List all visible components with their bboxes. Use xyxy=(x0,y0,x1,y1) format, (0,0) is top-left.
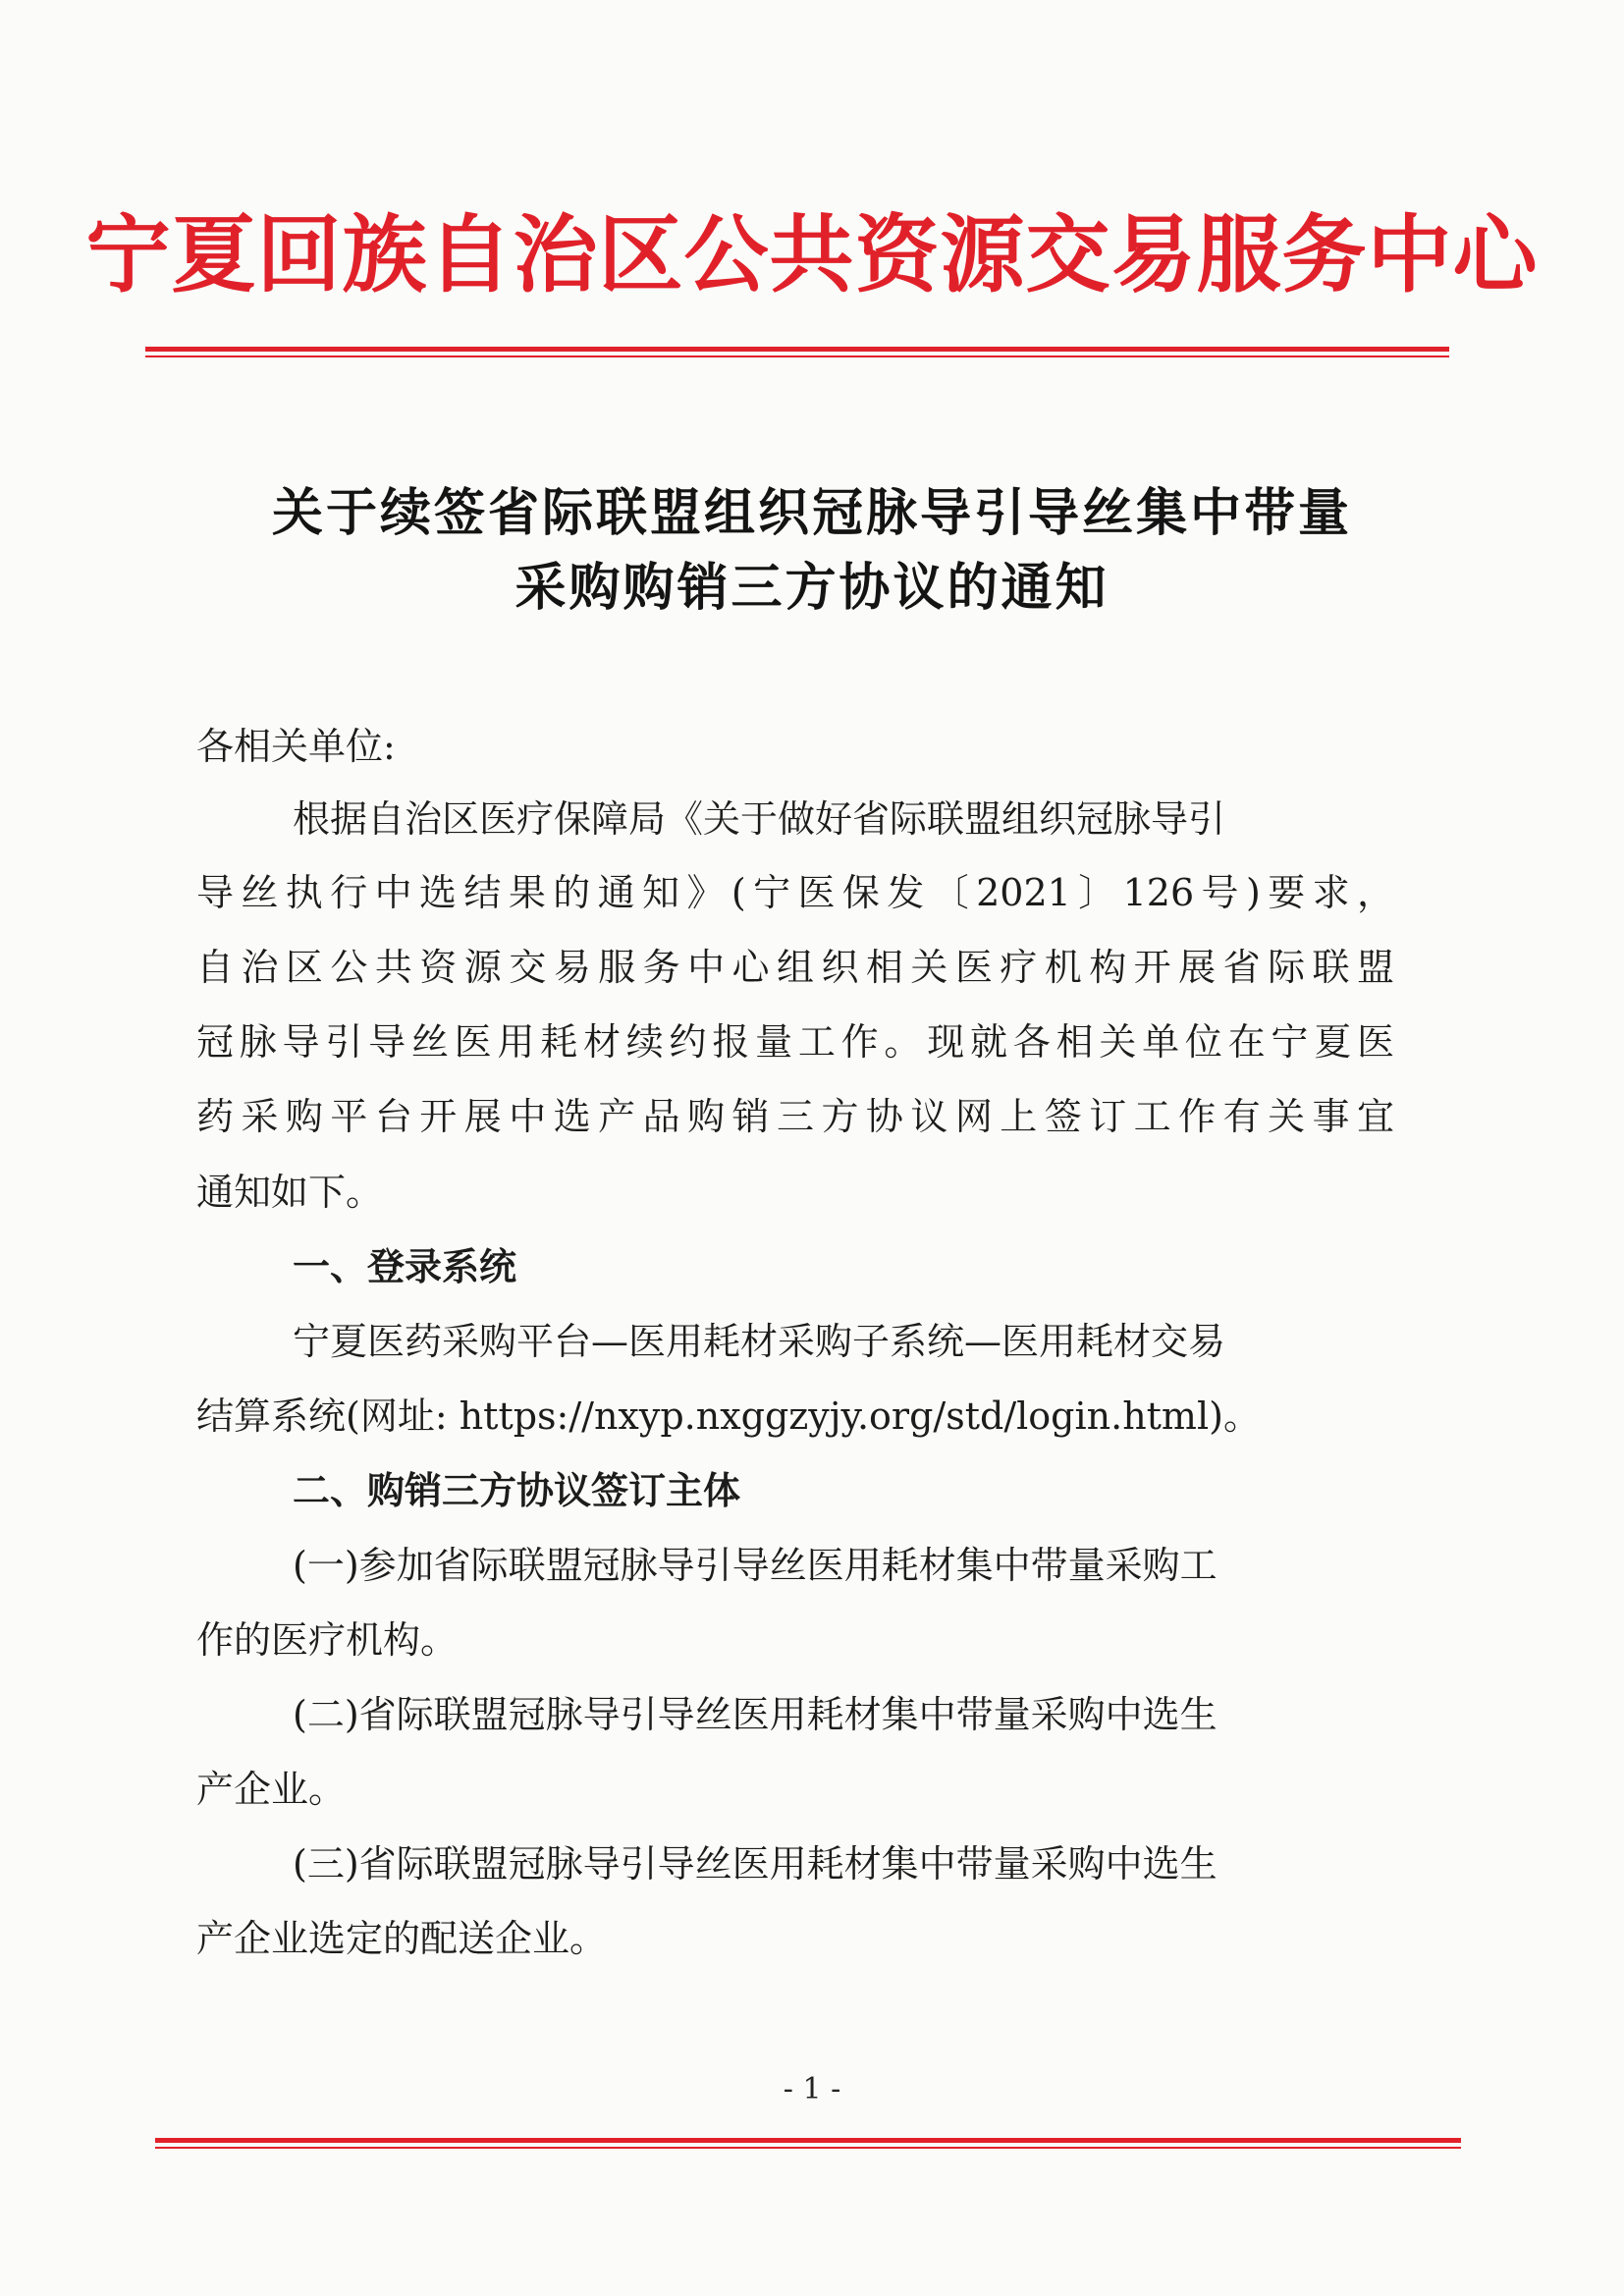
salutation: 各相关单位: xyxy=(196,725,396,768)
letterhead-red-rule xyxy=(145,347,1449,360)
section1-line: 宁夏医药采购平台—医用耗材采购子系统—医用耗材交易 xyxy=(293,1320,1226,1363)
section2-item-line: 产企业。 xyxy=(196,1768,347,1811)
section1-heading: 一、登录系统 xyxy=(293,1244,517,1288)
paragraph1-line: 冠脉导引导丝医用耗材续约报量工作。现就各相关单位在宁夏医 xyxy=(196,1020,1394,1064)
paragraph1-line: 药采购平台开展中选产品购销三方协议网上签订工作有关事宜 xyxy=(196,1095,1394,1138)
page-number: - 1 - xyxy=(783,2072,841,2106)
paragraph1-line: 自治区公共资源交易服务中心组织相关医疗机构开展省际联盟 xyxy=(196,946,1394,989)
paragraph1-line: 通知如下。 xyxy=(196,1171,384,1214)
footer-red-rule xyxy=(155,2138,1461,2152)
section2-item-line: 产企业选定的配送企业。 xyxy=(196,1917,608,1960)
section1-line: 结算系统(网址: https://nxyp.nxggzyjy.org/std/login.html)。 xyxy=(196,1394,1261,1438)
section2-item-line: (二)省际联盟冠脉导引导丝医用耗材集中带量采购中选生 xyxy=(293,1693,1218,1736)
paragraph1-line: 导丝执行中选结果的通知》(宁医保发〔2021〕126号)要求， xyxy=(196,871,1394,914)
rule-thin-line xyxy=(145,355,1449,357)
rule-thick-line xyxy=(145,347,1449,352)
section2-item-line: 作的医疗机构。 xyxy=(196,1618,459,1662)
section2-heading: 二、购销三方协议签订主体 xyxy=(293,1468,741,1512)
rule-thick-line xyxy=(155,2138,1461,2143)
rule-thin-line xyxy=(155,2147,1461,2149)
section2-item-line: (一)参加省际联盟冠脉导引导丝医用耗材集中带量采购工 xyxy=(293,1544,1218,1587)
document-title-line-2: 采购购销三方协议的通知 xyxy=(514,558,1110,618)
document-title-line-1: 关于续签省际联盟组织冠脉导引导丝集中带量 xyxy=(271,483,1352,543)
organization-letterhead: 宁夏回族自治区公共资源交易服务中心 xyxy=(85,205,1539,304)
section2-item-line: (三)省际联盟冠脉导引导丝医用耗材集中带量采购中选生 xyxy=(293,1842,1218,1886)
paragraph1-line: 根据自治区医疗保障局《关于做好省际联盟组织冠脉导引 xyxy=(293,797,1226,841)
